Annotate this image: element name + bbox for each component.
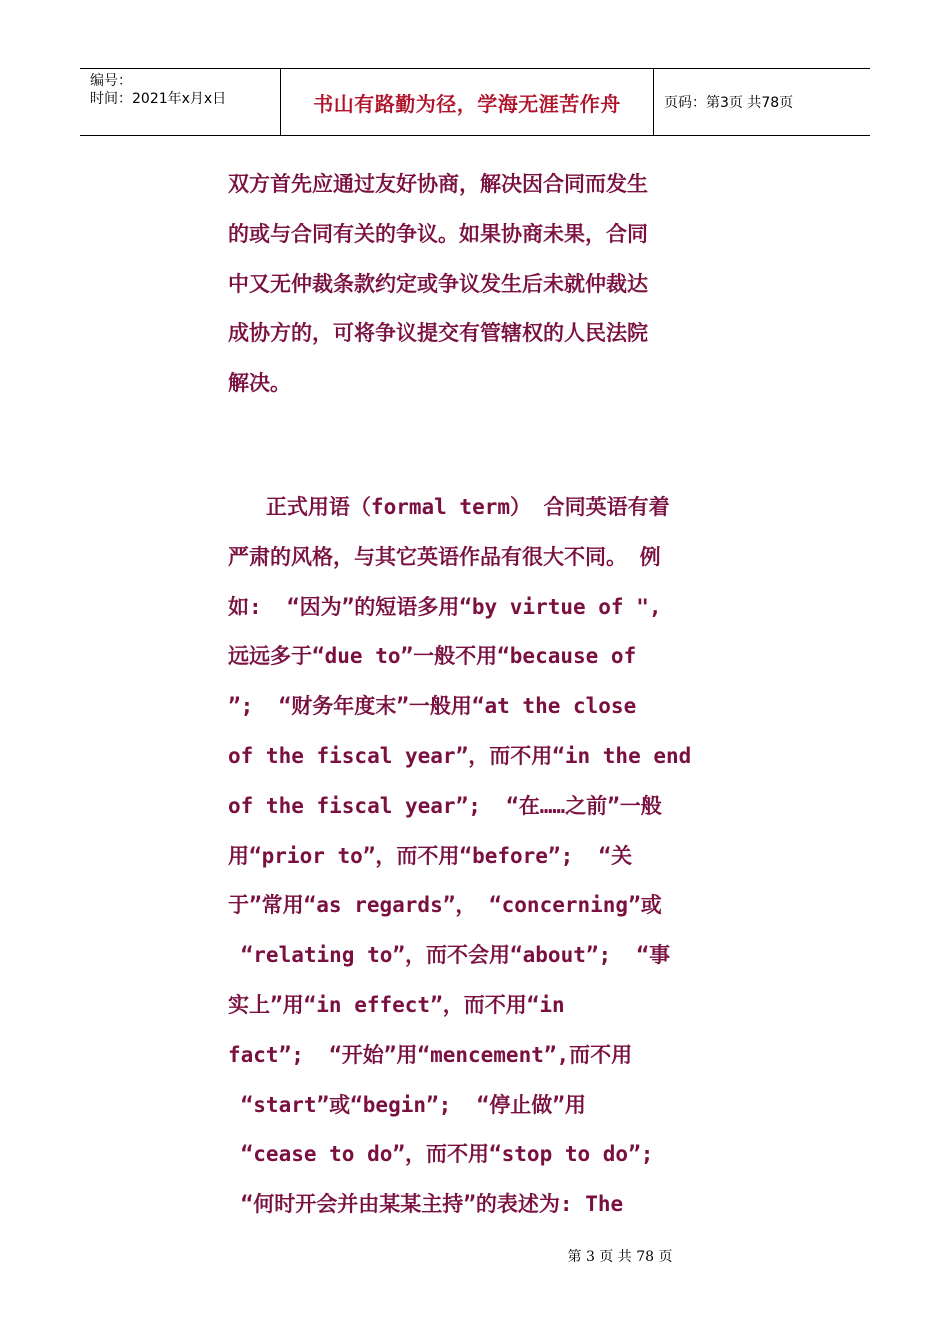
number-label: 编号： — [90, 73, 132, 89]
page-header — [80, 68, 870, 136]
text-line: 用“prior to”，而不用“before”; “关 — [228, 843, 633, 868]
text-line: “cease to do”，而不用“stop to do”; — [228, 1142, 654, 1167]
text-line: 严肃的风格，与其它英语作品有很大不同。 例 — [228, 544, 661, 569]
paragraph-formal-term — [228, 483, 728, 1230]
paragraph-spacer — [228, 409, 728, 483]
text-line: 正式用语（formal term） 合同英语有着 — [228, 494, 670, 519]
text-line: 于”常用“as regards”， “concerning”或 — [228, 893, 662, 918]
text-line: 的或与合同有关的争议。如果协商未果，合同 — [228, 221, 648, 246]
text-line: 如: “因为”的短语多用“by virtue of ", — [228, 594, 662, 619]
text-line: fact”; “开始”用“mencement”,而不用 — [228, 1042, 633, 1067]
text-line: 双方首先应通过友好协商，解决因合同而发生 — [228, 172, 648, 196]
text-line: “relating to”，而不会用“about”; “事 — [228, 943, 671, 968]
text-line: of the fiscal year”，而不用“in the end — [228, 743, 692, 768]
text-line: of the fiscal year”; “在……之前”一般 — [228, 793, 662, 818]
document-body — [228, 160, 728, 1230]
text-line: “何时开会并由某某主持”的表述为: The — [228, 1192, 624, 1217]
time-label: 时间：2021年x月x日 — [90, 91, 227, 107]
text-line: “start”或“begin”; “停止做”用 — [228, 1092, 586, 1117]
header-page-info: 页码：第3页 共78页 — [664, 95, 794, 111]
page-footer: 第 3 页 共 78 页 — [567, 1249, 673, 1265]
text-line: 解决。 — [228, 371, 291, 396]
text-line: 中又无仲裁条款约定或争议发生后未就仲裁达 — [228, 271, 648, 296]
paragraph-dispute-resolution — [228, 160, 728, 409]
header-motto: 书山有路勤为径，学海无涯苦作舟 — [281, 69, 654, 135]
text-line: ”; “财务年度末”一般用“at the close — [228, 694, 637, 719]
text-line: 远远多于“due to”一般不用“because of — [228, 644, 637, 669]
text-line: 实上”用“in effect”，而不用“in — [228, 992, 565, 1017]
header-meta-cell — [80, 69, 281, 135]
text-line: 成协方的，可将争议提交有管辖权的人民法院 — [228, 321, 648, 346]
